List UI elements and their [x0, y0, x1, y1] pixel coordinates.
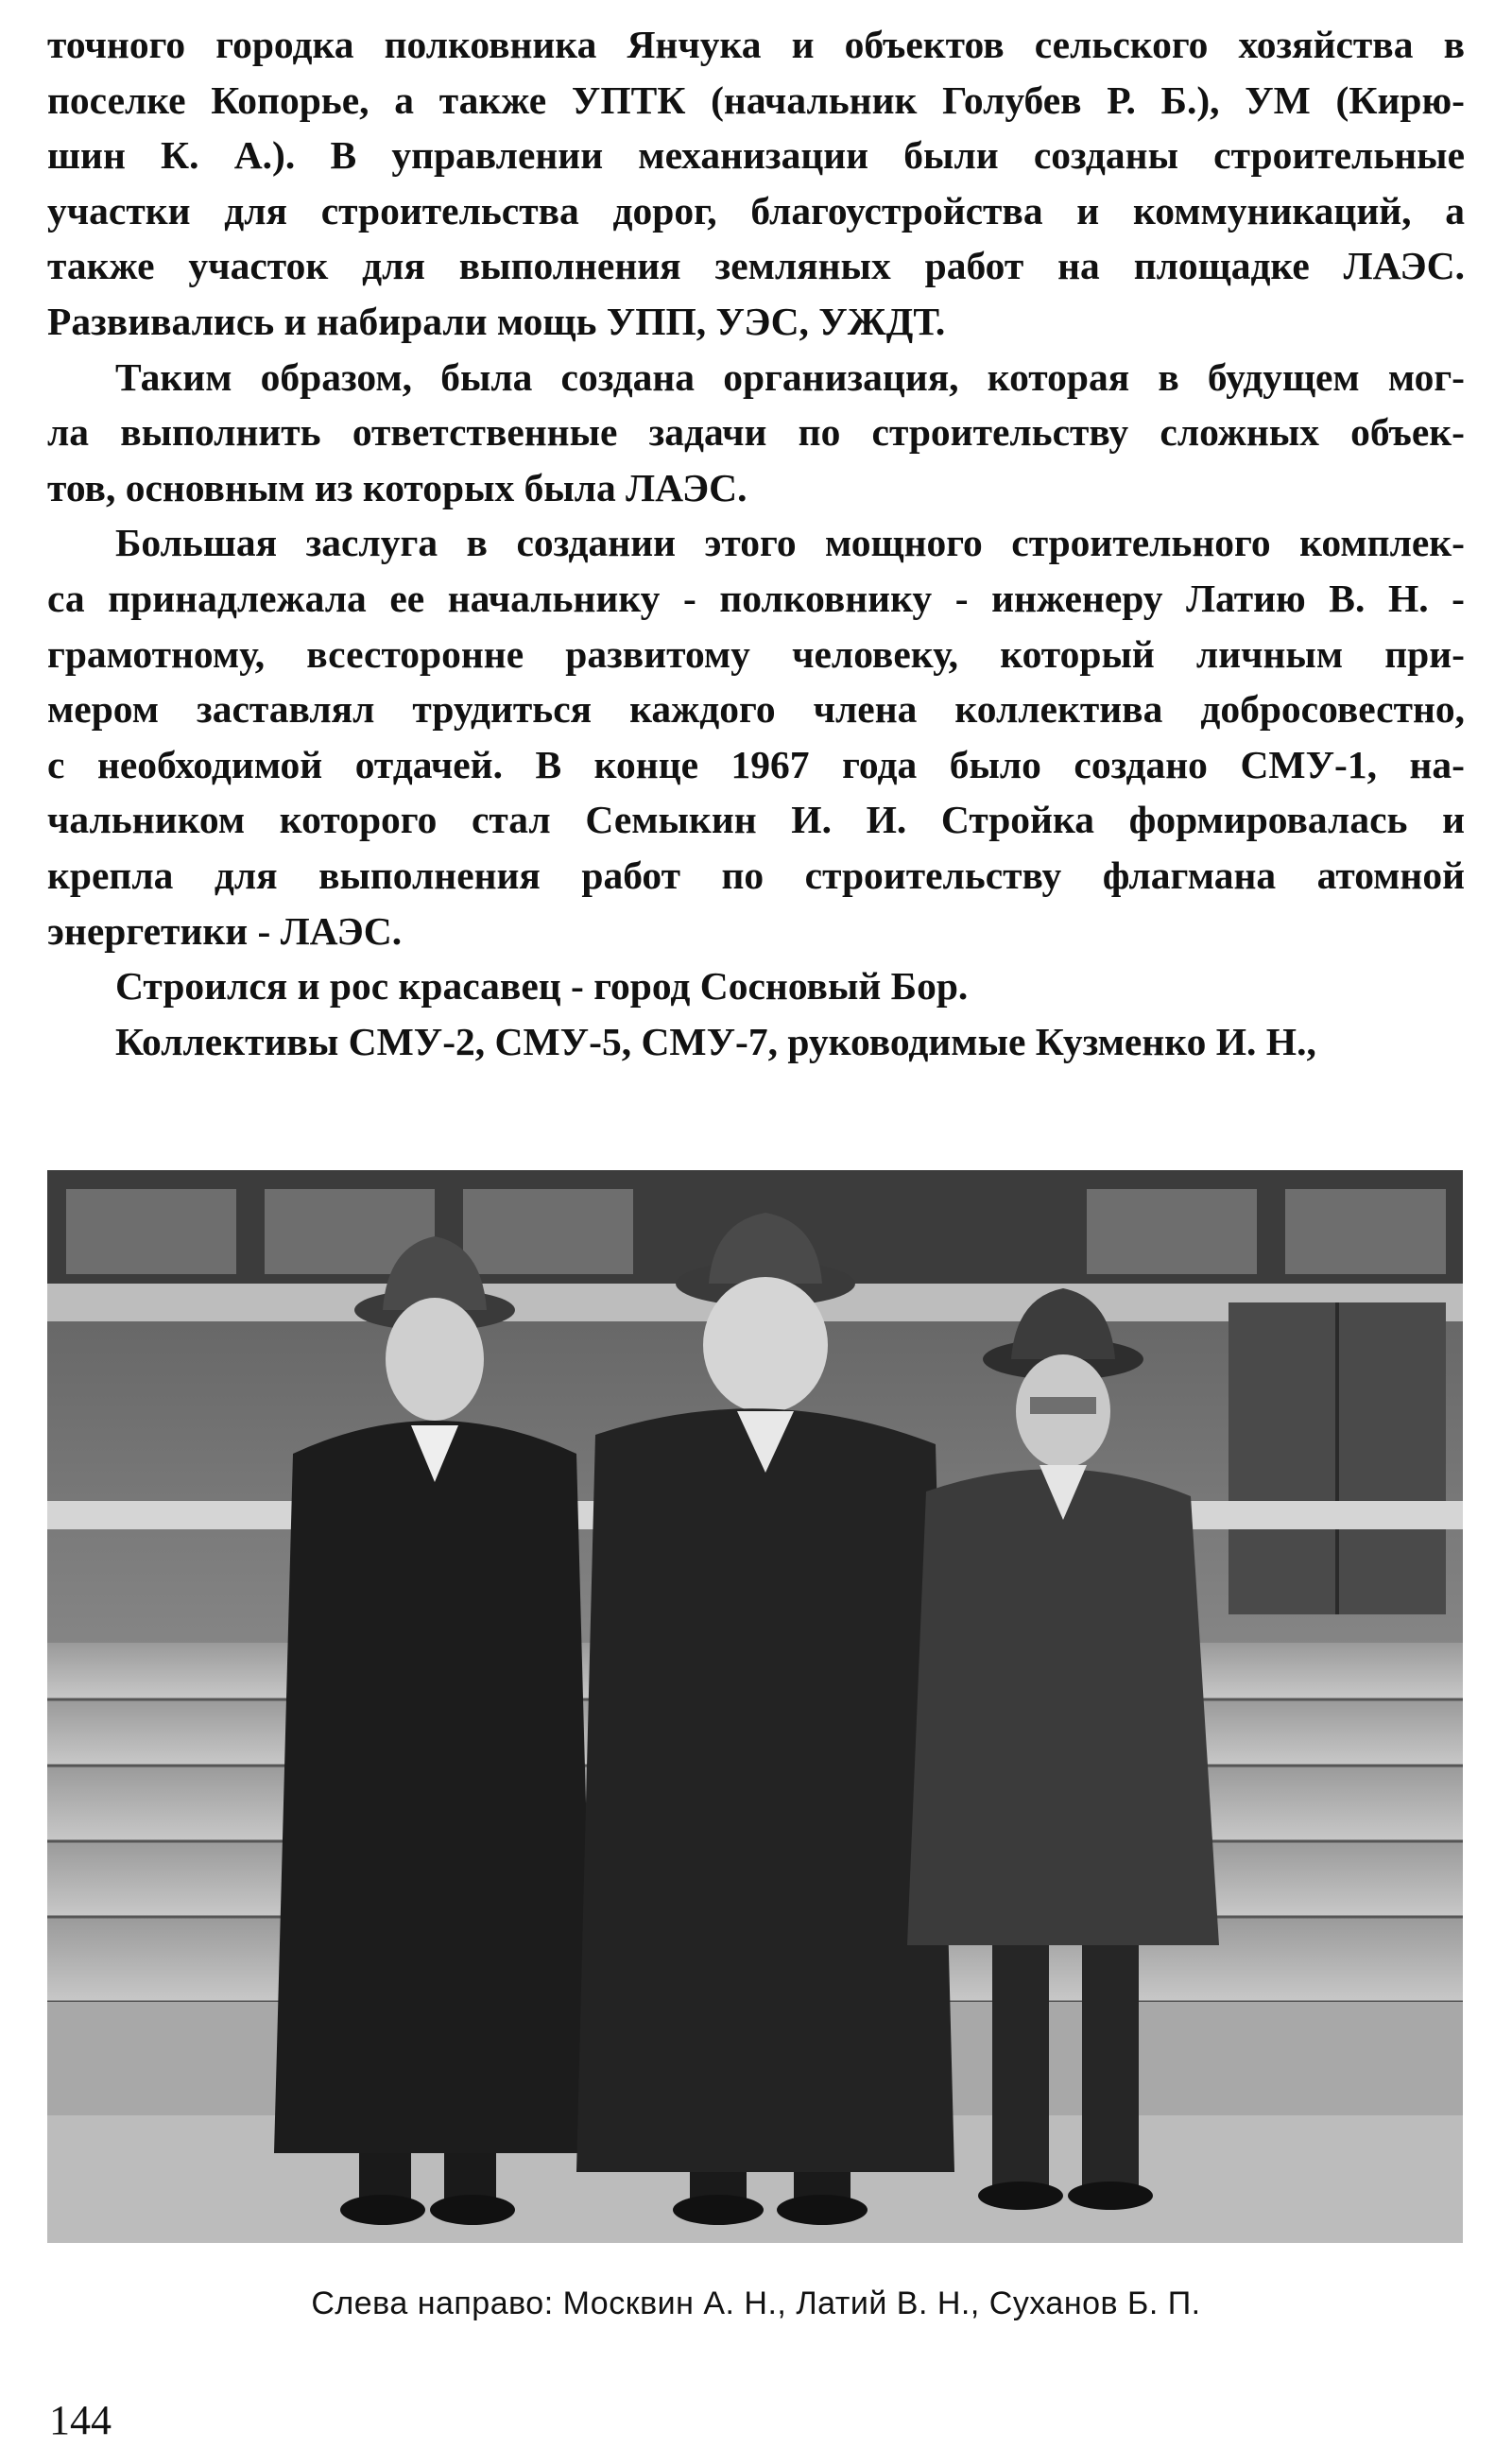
photo-three-men	[47, 1170, 1463, 2243]
text-line: энергетики - ЛАЭС.	[47, 908, 403, 953]
text-line: точного городка полковника Янчука и объектов сельского хозяйства в	[47, 23, 1465, 66]
text-line: крепла для выполнения работ по строительству флагмана атомной	[47, 853, 1465, 897]
text-line: тов, основным из которых была ЛАЭС.	[47, 465, 747, 509]
text-line: Таким образом, была создана организация, которая в будущем мог-	[115, 354, 1465, 399]
text-line: участки для строительства дорог, благоустройства и коммуникаций, а	[47, 188, 1465, 233]
text-line: грамотному, всесторонне развитому человеку, который личным при-	[47, 631, 1465, 676]
text-line: поселке Копорье, а также УПТК (начальник Голубев Р. Б.), УМ (Кирю-	[47, 78, 1465, 122]
body-text	[47, 17, 1465, 1069]
text-line: чальником которого стал Семыкин И. И. Стройка формировалась и	[47, 798, 1465, 842]
text-line: Развивались и набирали мощь УПП, УЭС, УЖДТ.	[47, 299, 946, 343]
photograph	[47, 1170, 1463, 2243]
text-line: мером заставлял трудиться каждого члена коллектива добросовестно,	[47, 687, 1465, 732]
text-line: Строился и рос красавец - город Сосновый Бор.	[115, 964, 969, 1009]
text-line: Большая заслуга в создании этого мощного строительного комплек-	[115, 521, 1465, 565]
page-number: 144	[49, 2397, 112, 2443]
text-line: с необходимой отдачей. В конце 1967 года было создано СМУ-1, на-	[47, 742, 1465, 786]
photo-caption: Слева направо: Москвин А. Н., Латий В. Н., Суханов Б. П.	[311, 2285, 1201, 2321]
text-line: ла выполнить ответственные задачи по строительству сложных объек-	[47, 410, 1465, 455]
text-line: шин К. А.). В управлении механизации были созданы строительные	[47, 133, 1465, 178]
text-line: са принадлежала ее начальнику - полковнику - инженеру Латию В. Н. -	[47, 576, 1465, 620]
text-line: Коллективы СМУ-2, СМУ-5, СМУ-7, руководимые Кузменко И. Н.,	[115, 1019, 1316, 1063]
text-line: также участок для выполнения земляных работ на площадке ЛАЭС.	[47, 244, 1465, 288]
